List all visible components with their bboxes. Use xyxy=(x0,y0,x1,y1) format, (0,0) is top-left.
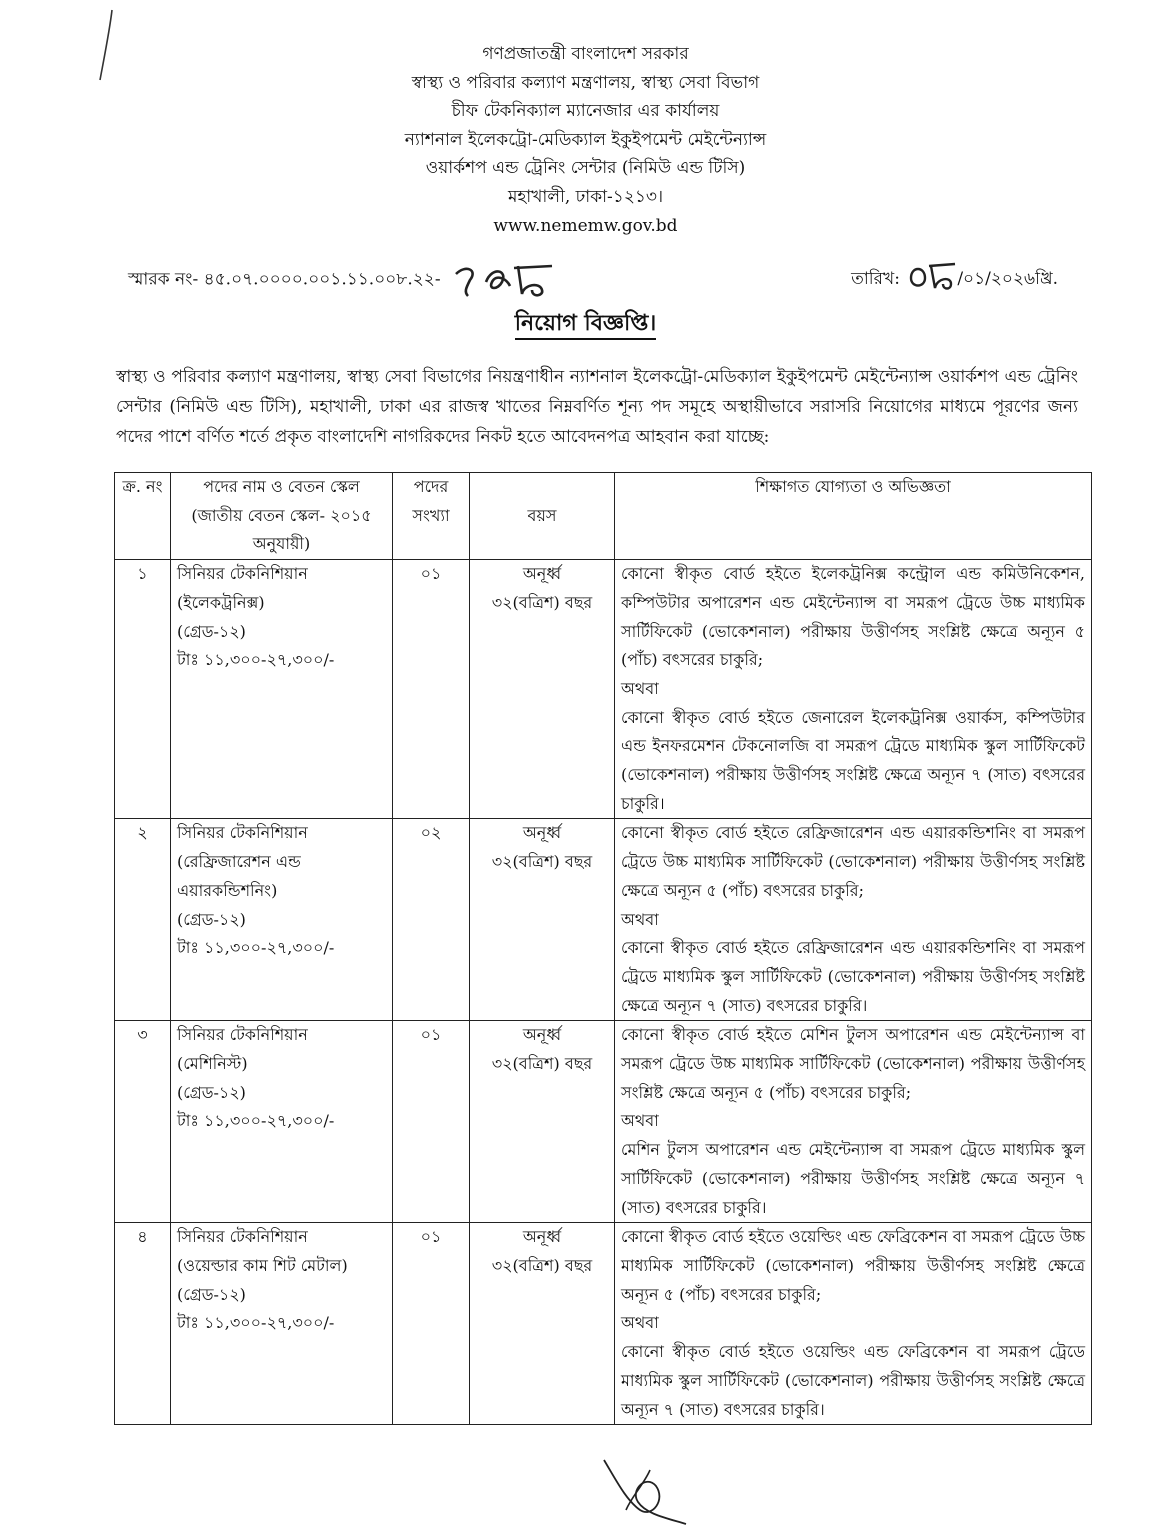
row-serial: ৩ xyxy=(115,1021,171,1223)
qualification-option-b: কোনো স্বীকৃত বোর্ড হইতে জেনারেল ইলেকট্রনিক্স ওয়ার্কস, কম্পিউটার এন্ড ইনফরমেশন টেকনোলজি বা সমরূপ ট্রেডে মাধ্যমিক স্কুল সার্টিফিকেট (ভোকেশনাল) পরীক্ষায় উত্তীর্ণসহ সংশ্লিষ্ট ক্ষেত্রে অন্যূন ৭ (সাত) বৎসরের চাকুরি। xyxy=(621,707,1085,813)
row-age xyxy=(470,1021,615,1223)
qualification-option-a: কোনো স্বীকৃত বোর্ড হইতে ওয়েল্ডিং এন্ড ফেব্রিকেশন বা সমরূপ ট্রেডে উচ্চ মাধ্যমিক সার্টিফিকেট (ভোকেশনাল) পরীক্ষায় উত্তীর্ণসহ সংশ্লিষ্ট ক্ষেত্রে অন্যূন ৫ (পাঁচ) বৎসরের চাকুরি; xyxy=(621,1227,1085,1304)
post-trade: (রেফ্রিজারেশন এন্ড এয়ারকন্ডিশনিং) xyxy=(177,852,301,900)
header-line-website: www.nememw.gov.bd xyxy=(493,215,678,236)
row-post xyxy=(171,1021,393,1223)
post-title: সিনিয়র টেকনিশিয়ান xyxy=(177,1227,308,1247)
row-age xyxy=(470,560,615,819)
row-age xyxy=(470,1223,615,1425)
qualification-or: অথবা xyxy=(621,1111,659,1131)
row-serial: ১ xyxy=(115,560,171,819)
header-post: পদের নাম ও বেতন স্কেল (জাতীয় বেতন স্কেল- ২০১৫ অনুযায়ী) xyxy=(171,473,393,560)
header-line-institute: ন্যাশনাল ইলেকট্রো-মেডিক্যাল ইকুইপমেন্ট মেইন্টেন্যান্স xyxy=(404,129,767,150)
row-post-count: ০১ xyxy=(393,1223,470,1425)
post-trade: (ওয়েল্ডার কাম শিট মেটাল) xyxy=(177,1255,348,1275)
table-row xyxy=(115,560,1092,819)
table-row xyxy=(115,819,1092,1021)
post-title: সিনিয়র টেকনিশিয়ান xyxy=(177,1025,308,1045)
memo-date xyxy=(851,260,1058,294)
age-limit: অনূর্ধ্ব xyxy=(522,564,562,584)
memo-row xyxy=(128,250,1058,290)
qualification-or: অথবা xyxy=(621,1313,659,1333)
post-trade: (মেশিনিস্ট) xyxy=(177,1054,248,1074)
memo-label: স্মারক নং- ৪৫.০৭.০০০০.০০১.১১.০০৮.২২- xyxy=(128,269,441,290)
intro-paragraph: স্বাস্থ্য ও পরিবার কল্যাণ মন্ত্রণালয়, স্বাস্থ্য সেবা বিভাগের নিয়ন্ত্রণাধীন ন্যাশনাল ইলেকট্রো-মেডিক্যাল ইকুইপমেন্ট মেইন্টেন্যান্স ওয়ার্কশপ এন্ড ট্রেনিং সেন্টার (নিমিউ এন্ড টিসি), মহাখালী, ঢাকা এর রাজস্ব খাতের নিম্নবর্ণিত শূন্য পদ সমূহে অস্থায়ীভাবে সরাসরি নিয়োগের মাধ্যমে পূরণের জন্য পদের পাশে বর্ণিত শর্তে প্রকৃত বাংলাদেশি নাগরিকদের নিকট হতে আবেদনপত্র আহবান করা যাচ্ছে: xyxy=(116,367,1078,447)
qualification-option-b: কোনো স্বীকৃত বোর্ড হইতে রেফ্রিজারেশন এন্ড এয়ারকন্ডিশনিং বা সমরূপ ট্রেডে মাধ্যমিক স্কুল সার্টিফিকেট (ভোকেশনাল) পরীক্ষায় উত্তীর্ণসহ সংশ্লিষ্ট ক্ষেত্রে অন্যূন ৭ (সাত) বৎসরের চাকুরি। xyxy=(621,938,1085,1015)
post-title: সিনিয়র টেকনিশিয়ান xyxy=(177,823,308,843)
table-row xyxy=(115,1021,1092,1223)
header-line-workshop: ওয়ার্কশপ এন্ড ট্রেনিং সেন্টার (নিমিউ এন্ড টিসি) xyxy=(425,158,746,179)
qualification-or: অথবা xyxy=(621,678,659,698)
age-years: ৩২(বত্রিশ) বছর xyxy=(491,1054,593,1074)
qualification-or: অথবা xyxy=(621,909,659,929)
letterhead xyxy=(0,40,1171,240)
vacancy-table xyxy=(114,472,1092,1425)
notice-title-text: নিয়োগ বিজ্ঞপ্তি। xyxy=(515,310,657,340)
row-serial: ৪ xyxy=(115,1223,171,1425)
post-grade: (গ্রেড-১২) xyxy=(177,621,246,641)
row-post-count: ০১ xyxy=(393,1021,470,1223)
header-line-government: গণপ্রজাতন্ত্রী বাংলাদেশ সরকার xyxy=(482,44,689,64)
header-count: পদের সংখ্যা xyxy=(393,473,470,560)
qualification-option-a: কোনো স্বীকৃত বোর্ড হইতে মেশিন টুলস অপারেশন এন্ড মেইন্টেন্যান্স বা সমরূপ ট্রেডে উচ্চ মাধ্যমিক সার্টিফিকেট (ভোকেশনাল) পরীক্ষায় উত্তীর্ণসহ সংশ্লিষ্ট ক্ষেত্রে অন্যূন ৫ (পাঁচ) বৎসরের চাকুরি; xyxy=(621,1025,1085,1102)
row-qualification xyxy=(615,1223,1092,1425)
age-years: ৩২(বত্রিশ) বছর xyxy=(491,592,593,612)
qualification-option-b: কোনো স্বীকৃত বোর্ড হইতে ওয়েল্ডিং এন্ড ফেব্রিকেশন বা সমরূপ ট্রেডে মাধ্যমিক স্কুল সার্টিফিকেট (ভোকেশনাল) পরীক্ষায় উত্তীর্ণসহ সংশ্লিষ্ট ক্ষেত্রে অন্যূন ৭ (সাত) বৎসরের চাকুরি। xyxy=(621,1342,1085,1419)
row-qualification xyxy=(615,560,1092,819)
age-years: ৩২(বত্রিশ) বছর xyxy=(491,852,593,872)
post-title: সিনিয়র টেকনিশিয়ান xyxy=(177,564,308,584)
date-label: তারিখ: xyxy=(851,269,900,289)
post-pay-scale: টাঃ ১১,৩০০-২৭,৩০০/- xyxy=(177,650,335,670)
handwritten-signature xyxy=(596,1440,706,1528)
post-grade: (গ্রেড-১২) xyxy=(177,1082,246,1102)
qualification-option-a: কোনো স্বীকৃত বোর্ড হইতে ইলেকট্রনিক্স কন্ট্রোল এন্ড কমিউনিকেশন, কম্পিউটার অপারেশন এন্ড মেইন্টেন্যান্স বা সমরূপ ট্রেডে উচ্চ মাধ্যমিক সার্টিফিকেট (ভোকেশনাল) পরীক্ষায় উত্তীর্ণসহ সংশ্লিষ্ট ক্ষেত্রে অন্যূন ৫ (পাঁচ) বৎসরের চাকুরি; xyxy=(621,564,1085,670)
qualification-option-b: মেশিন টুলস অপারেশন এন্ড মেইন্টেন্যান্স বা সমরূপ ট্রেডে মাধ্যমিক স্কুল সার্টিফিকেট (ভোকেশনাল) পরীক্ষায় উত্তীর্ণসহ সংশ্লিষ্ট ক্ষেত্রে অন্যূন ৭ (সাত) বৎসরের চাকুরি। xyxy=(621,1140,1085,1217)
table-header-row xyxy=(115,473,1092,560)
row-age xyxy=(470,819,615,1021)
header-line-ministry: স্বাস্থ্য ও পরিবার কল্যাণ মন্ত্রণালয়, স্বাস্থ্য সেবা বিভাগ xyxy=(411,72,760,93)
handwritten-memo-number xyxy=(452,260,556,300)
row-serial: ২ xyxy=(115,819,171,1021)
table-row xyxy=(115,1223,1092,1425)
row-qualification xyxy=(615,1021,1092,1223)
row-post xyxy=(171,560,393,819)
post-pay-scale: টাঃ ১১,৩০০-২৭,৩০০/- xyxy=(177,1111,335,1131)
post-trade: (ইলেকট্রনিক্স) xyxy=(177,592,265,612)
header-serial: ক্র. নং xyxy=(115,473,171,560)
header-qualification: শিক্ষাগত যোগ্যতা ও অভিজ্ঞতা xyxy=(615,473,1092,560)
age-years: ৩২(বত্রিশ) বছর xyxy=(491,1255,593,1275)
post-grade: (গ্রেড-১২) xyxy=(177,1284,246,1304)
notice-title xyxy=(0,306,1171,343)
age-limit: অনূর্ধ্ব xyxy=(522,1227,562,1247)
row-post xyxy=(171,1223,393,1425)
header-line-address: মহাখালী, ঢাকা-১২১৩। xyxy=(507,186,664,207)
row-qualification xyxy=(615,819,1092,1021)
row-post-count: ০১ xyxy=(393,560,470,819)
post-pay-scale: টাঃ ১১,৩০০-২৭,৩০০/- xyxy=(177,938,335,958)
post-pay-scale: টাঃ ১১,৩০০-২৭,৩০০/- xyxy=(177,1313,335,1333)
qualification-option-a: কোনো স্বীকৃত বোর্ড হইতে রেফ্রিজারেশন এন্ড এয়ারকন্ডিশনিং বা সমরূপ ট্রেডে উচ্চ মাধ্যমিক সার্টিফিকেট (ভোকেশনাল) পরীক্ষায় উত্তীর্ণসহ সংশ্লিষ্ট ক্ষেত্রে অন্যূন ৫ (পাঁচ) বৎসরের চাকুরি; xyxy=(621,823,1085,900)
post-grade: (গ্রেড-১২) xyxy=(177,909,246,929)
row-post xyxy=(171,819,393,1021)
memo-number xyxy=(128,260,556,300)
date-rest: /০১/২০২৬খ্রি. xyxy=(957,269,1058,289)
header-age-label: বয়স xyxy=(527,505,557,525)
age-limit: অনূর্ধ্ব xyxy=(522,1025,562,1045)
row-post-count: ০২ xyxy=(393,819,470,1021)
age-limit: অনূর্ধ্ব xyxy=(522,823,562,843)
header-age xyxy=(470,473,615,560)
header-line-office: চীফ টেকনিক্যাল ম্যানেজার এর কার্যালয় xyxy=(451,101,720,122)
handwritten-date-day xyxy=(905,260,957,292)
